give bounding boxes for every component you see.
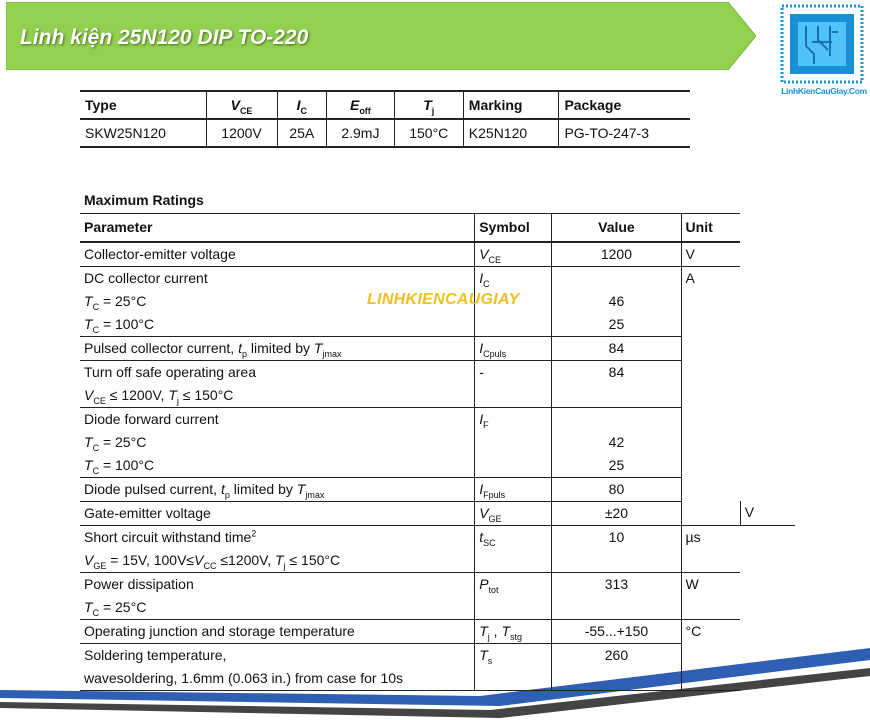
symbol-cell: $V_{CE}$ <box>475 242 552 267</box>
table-row <box>80 572 795 619</box>
parameter-line: $V_{CE} \le 1200V$, $T_j \le 150^\circ C$ <box>84 386 234 406</box>
summary-header: $T_j$ <box>394 91 463 119</box>
logo-text: LinhKienCauGiay.Com <box>781 86 867 96</box>
summary-cell: 1200V <box>206 119 277 147</box>
symbol-cell: - <box>475 360 552 407</box>
parameter-cell <box>80 501 475 525</box>
value-cell <box>552 336 681 360</box>
parameter-line: DC collector current <box>84 269 208 286</box>
value-cell <box>552 360 681 407</box>
parameter-cell <box>80 643 475 690</box>
value-cell <box>552 501 681 525</box>
summary-cell: SKW25N120 <box>85 125 166 141</box>
parameter-cell <box>80 407 475 477</box>
symbol-cell: $T_s$ <box>475 643 552 690</box>
value-line: 10 <box>608 528 625 545</box>
chip-logo-icon <box>778 2 866 86</box>
summary-header: Marking <box>463 91 559 119</box>
summary-table <box>80 90 690 148</box>
parameter-line: Soldering temperature, <box>84 646 227 663</box>
watermark: LINHKIENCAUGIAY <box>367 291 520 308</box>
parameter-line: $T_C = 25^\circ C$ <box>84 292 147 312</box>
parameter-line: $T_C = 25^\circ C$ <box>84 433 147 453</box>
parameter-line: $T_C = 100^\circ C$ <box>84 456 155 476</box>
parameter-cell <box>80 525 475 572</box>
header-parameter: Parameter <box>80 214 475 242</box>
symbol-cell: $I_C$ <box>475 266 552 336</box>
header-symbol: Symbol <box>475 214 552 242</box>
summary-header: Package <box>559 91 690 119</box>
table-row <box>80 619 795 643</box>
symbol-cell: $I_{Fpuls}$ <box>475 477 552 501</box>
header-unit: Unit <box>681 214 740 242</box>
value-line: 84 <box>608 339 625 356</box>
unit-cell: A <box>681 266 740 525</box>
parameter-line: Collector-emitter voltage <box>84 245 236 262</box>
value-line: 80 <box>608 480 625 497</box>
parameter-cell <box>80 572 475 619</box>
summary-cell: 2.9mJ <box>327 119 395 147</box>
value-line <box>556 267 676 290</box>
summary-row <box>80 119 690 147</box>
unit-cell: V <box>740 501 795 525</box>
parameter-cell <box>80 242 475 267</box>
parameter-line: Turn off safe operating area <box>84 363 256 380</box>
value-cell <box>552 407 681 477</box>
parameter-line: Operating junction and storage temperature <box>84 622 355 639</box>
summary-cell: 150°C <box>394 119 463 147</box>
parameter-line: $T_C = 25^\circ C$ <box>84 598 147 618</box>
parameter-cell <box>80 360 475 407</box>
value-cell <box>552 572 681 619</box>
header-value: Value <box>552 214 681 242</box>
title-banner <box>6 2 756 70</box>
parameter-line: Gate-emitter voltage <box>84 504 211 521</box>
summary-header: Type <box>85 97 117 113</box>
summary-cell: 25A <box>277 119 327 147</box>
value-line: 313 <box>604 575 629 592</box>
summary-cell: PG-TO-247-3 <box>559 119 690 147</box>
parameter-line: Pulsed collector current, $t_p$ limited by $T_{jmax}$ <box>84 339 342 359</box>
value-line: 46 <box>608 292 625 309</box>
value-cell <box>552 619 681 643</box>
parameter-line: $T_C = 100^\circ C$ <box>84 315 155 335</box>
unit-cell: V <box>681 242 740 267</box>
logo <box>778 2 866 100</box>
summary-header: $I_C$ <box>277 91 327 119</box>
unit-cell: W <box>681 572 740 619</box>
parameter-cell <box>80 477 475 501</box>
page-title: Linh kiện 25N120 DIP TO-220 <box>20 26 309 49</box>
symbol-cell: $V_{GE}$ <box>475 501 552 525</box>
value-line: 1200 <box>600 245 633 262</box>
symbol-cell: $P_{tot}$ <box>475 572 552 619</box>
parameter-line: Power dissipation <box>84 575 194 592</box>
value-line <box>556 408 676 431</box>
unit-cell: µs <box>681 525 740 572</box>
symbol-cell: $I_{Cpuls}$ <box>475 336 552 360</box>
value-line: -55...+150 <box>584 622 649 639</box>
unit-cell: °C <box>681 619 740 690</box>
parameter-line: Diode pulsed current, $t_p$ limited by $T_{jmax}$ <box>84 480 325 500</box>
value-cell <box>552 266 681 336</box>
symbol-cell: $I_F$ <box>475 407 552 477</box>
parameter-line: Short circuit withstand time$^2$ <box>84 527 257 545</box>
summary-header: $V_{CE}$ <box>206 91 277 119</box>
symbol-cell: $t_{SC}$ <box>475 525 552 572</box>
value-line: ±20 <box>604 504 629 521</box>
table-row <box>80 525 795 572</box>
table-row <box>80 242 795 267</box>
symbol-cell: $T_j$ , $T_{stg}$ <box>475 619 552 643</box>
section-title: Maximum Ratings <box>84 192 204 208</box>
parameter-line: $V_{GE} = 15V$, $100V\le V_{CC} \le 1200V$, $T_j \le 150^\circ C$ <box>84 551 341 571</box>
parameter-line: wavesoldering, 1.6mm (0.063 in.) from case for 10s <box>84 669 404 686</box>
value-cell <box>552 242 681 267</box>
value-line: 25 <box>608 315 625 332</box>
value-line: 25 <box>608 456 625 473</box>
summary-header: $E_{off}$ <box>327 91 395 119</box>
value-line: 260 <box>604 646 629 663</box>
parameter-cell <box>80 336 475 360</box>
maximum-ratings-table <box>80 213 795 691</box>
parameter-cell <box>80 619 475 643</box>
value-cell <box>552 525 681 572</box>
summary-cell: K25N120 <box>463 119 559 147</box>
value-cell <box>552 477 681 501</box>
parameter-line: Diode forward current <box>84 410 219 427</box>
value-line: 42 <box>608 433 625 450</box>
value-line: 84 <box>608 363 625 380</box>
value-cell <box>552 643 681 690</box>
